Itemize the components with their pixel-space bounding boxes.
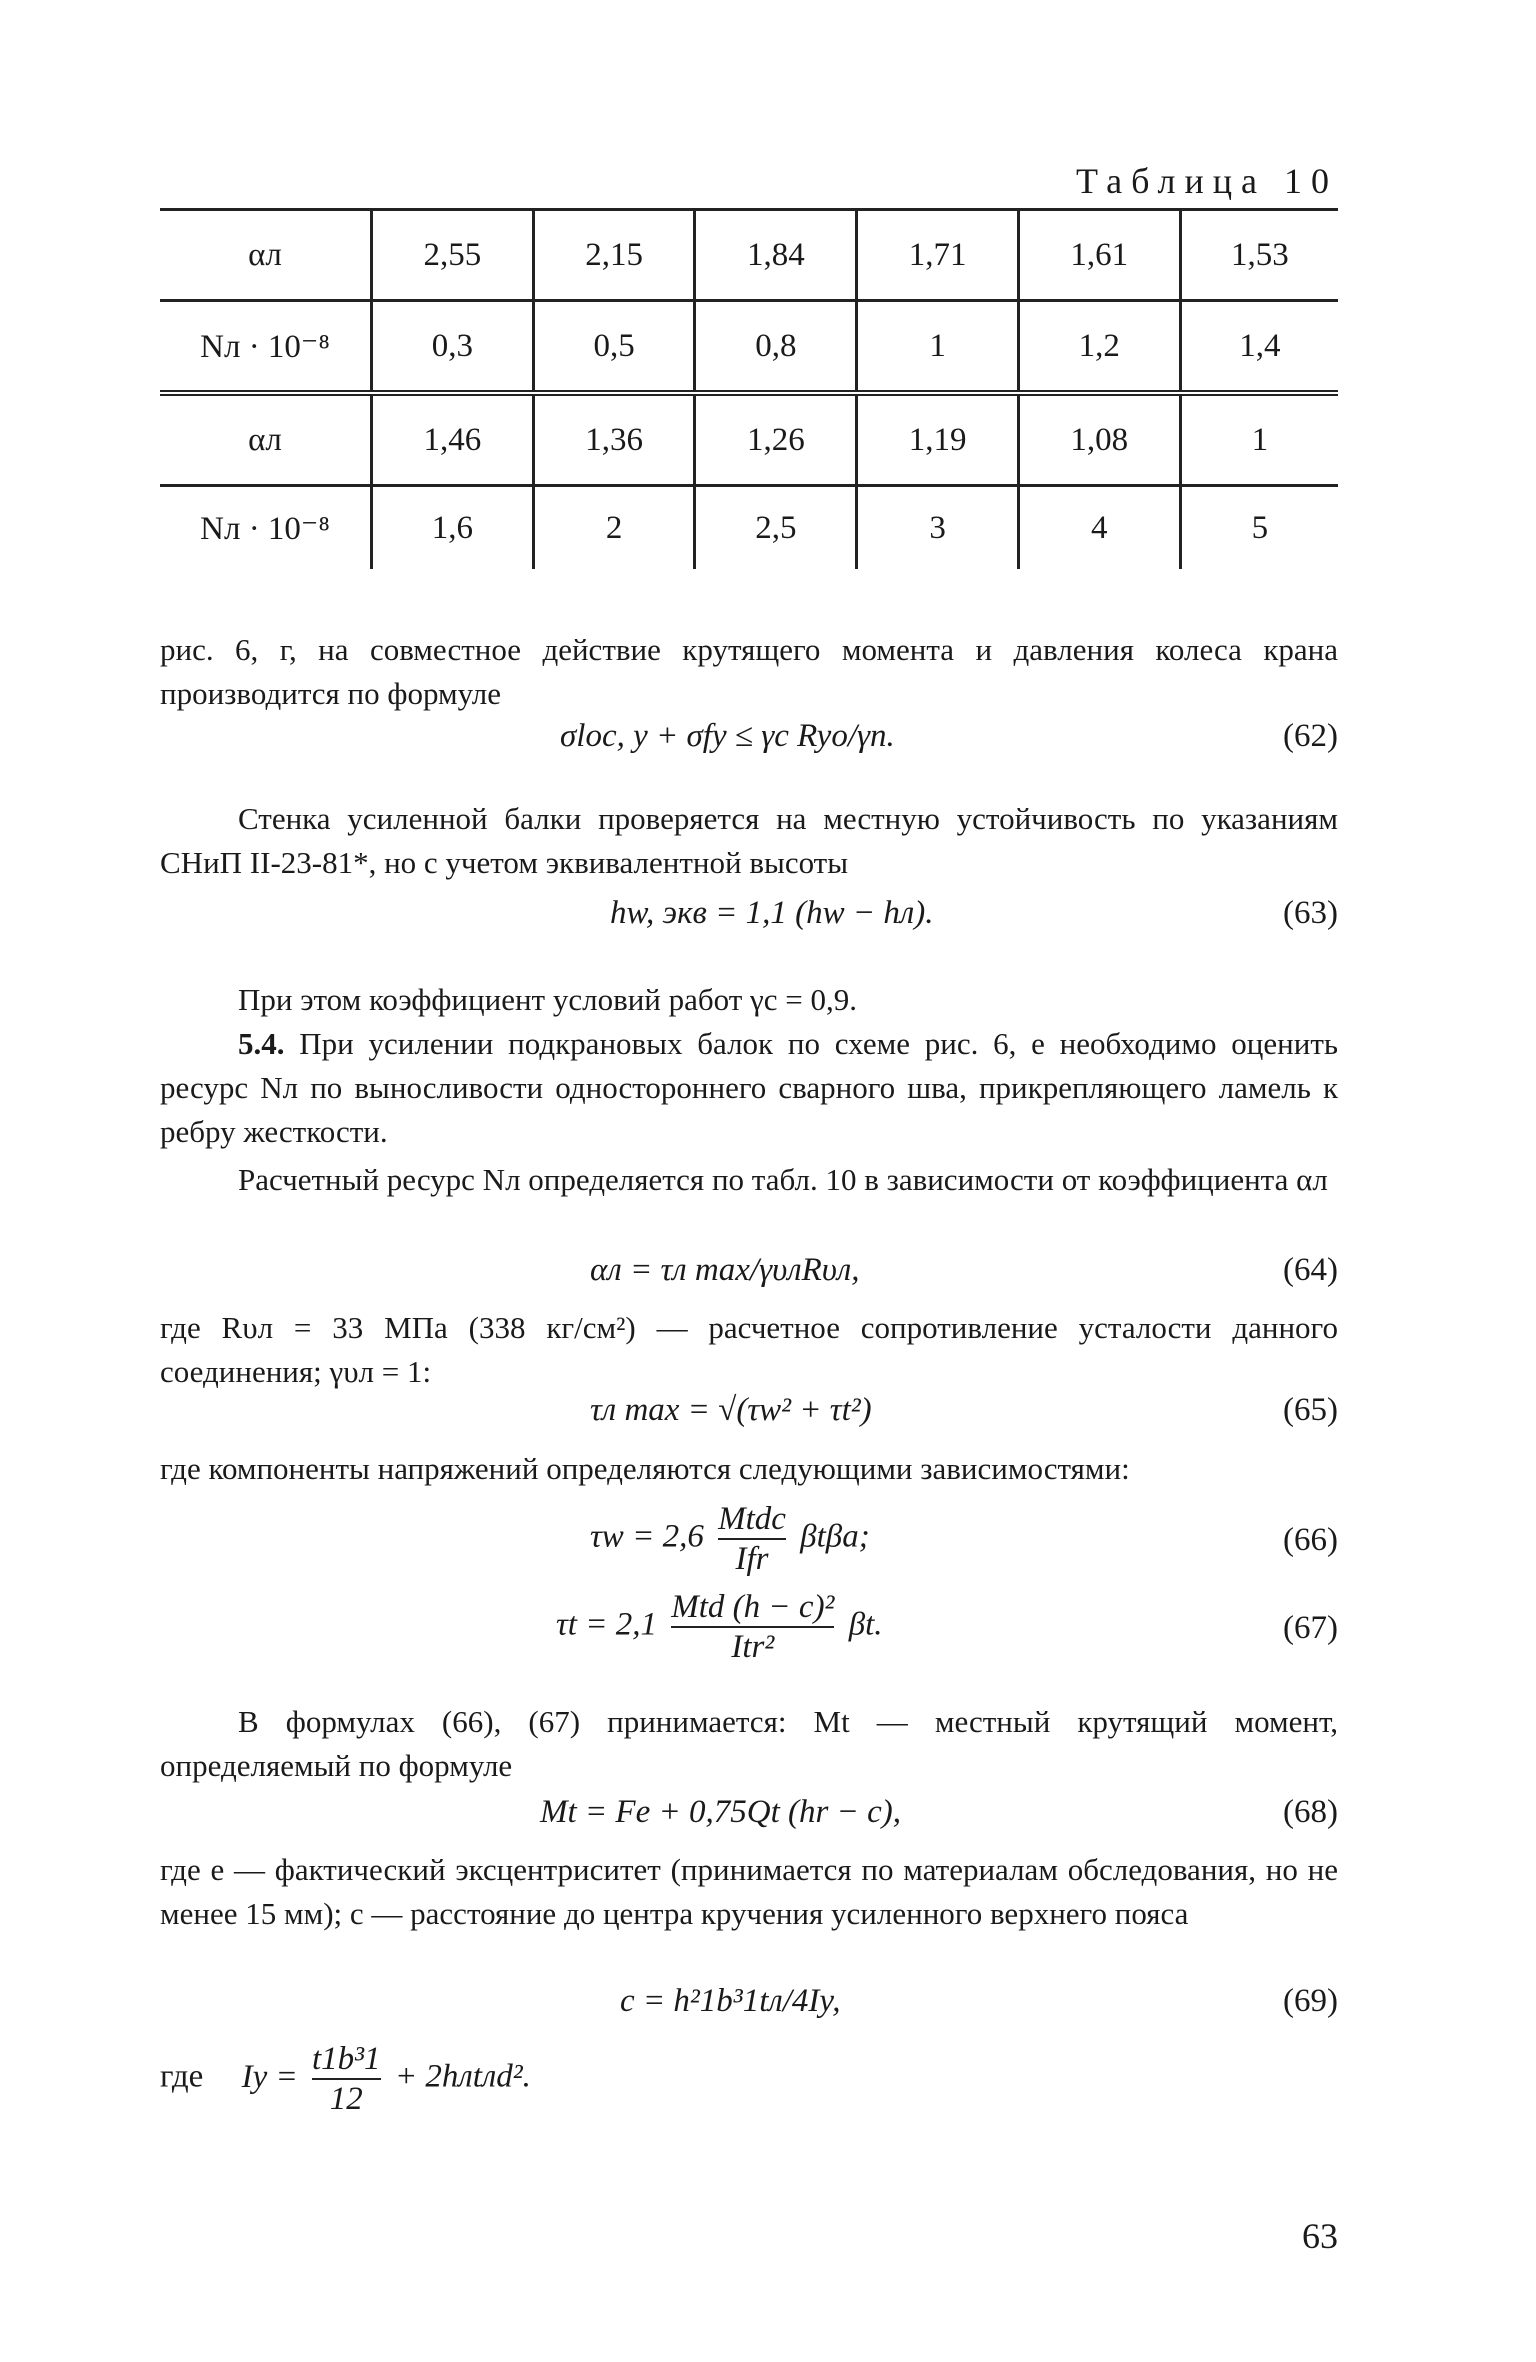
formula-65-number: (65): [1283, 1392, 1338, 1428]
formula-69-number: (69): [1283, 1983, 1338, 2019]
formula-iy-numerator: t1b³1: [312, 2041, 381, 2077]
table-cell: 1,71: [857, 210, 1019, 301]
section-number: 5.4.: [238, 1026, 285, 1061]
table-cell: 0,8: [695, 301, 857, 394]
paragraph-9: где e — фактический эксцентриситет (принимается по материалам обследования, но не менее 15 мм); c — расстояние до центра кручения усиленного верхнего пояса: [160, 1852, 1338, 1931]
row-label: αл: [160, 393, 372, 486]
table-cell: 1,61: [1018, 210, 1180, 301]
table-cell: 1,53: [1180, 210, 1338, 301]
formula-67-denominator: Itr²: [671, 1626, 834, 1666]
formula-66: [590, 1500, 870, 1578]
formula-iy-denominator: 12: [312, 2078, 381, 2118]
table-cell: 2,5: [695, 486, 857, 570]
formula-62: σloc, y + σfy ≤ γc Ryo/γn.: [560, 718, 895, 754]
table-cell: 1,84: [695, 210, 857, 301]
formula-65-rhs: √(τw² + τt²): [718, 1392, 872, 1428]
formula-67-fraction: [671, 1588, 834, 1666]
formula-iy-lead: где: [160, 2058, 204, 2095]
formula-67-tail: βt.: [848, 1606, 883, 1643]
formula-63: hw, экв = 1,1 (hw − hл).: [610, 895, 934, 931]
formula-66-fraction: [718, 1500, 786, 1578]
paragraph-4-text: При усилении подкрановых балок по схеме рис. 6, е необходимо оценить ресурс Nл по выносливости одностороннего сварного шва, прикрепляющего ламель к ребру жесткости.: [160, 1026, 1339, 1149]
formula-66-tail: βtβa;: [800, 1518, 870, 1555]
formula-65-lhs: τл max =: [590, 1392, 710, 1428]
formula-67: [556, 1588, 883, 1666]
table-cell: 5: [1180, 486, 1338, 570]
formula-iy-tail: + 2hлtлd².: [394, 2058, 531, 2095]
paragraph-4: [160, 1022, 1338, 1154]
table-cell: 1,08: [1018, 393, 1180, 486]
table-cell: 2,55: [372, 210, 534, 301]
formula-iy: [160, 2040, 531, 2118]
table-row: [160, 210, 1338, 301]
formula-66-numerator: Mtdc: [718, 1501, 786, 1537]
formula-62-number: (62): [1283, 718, 1338, 754]
formula-68: Mt = Fe + 0,75Qt (hr − c),: [540, 1794, 901, 1830]
table-cell: 1,26: [695, 393, 857, 486]
table-cell: 1,4: [1180, 301, 1338, 394]
table-cell: 1,36: [533, 393, 695, 486]
formula-iy-fraction: [312, 2040, 381, 2118]
formula-66-denominator: Ifr: [718, 1538, 786, 1578]
formula-66-lhs: τw = 2,6: [590, 1518, 704, 1555]
table-cell: 1: [1180, 393, 1338, 486]
paragraph-5: Расчетный ресурс Nл определяется по табл. 10 в зависимости от коэффициента αл: [238, 1162, 1328, 1197]
table-row: [160, 486, 1338, 570]
paragraph-8: В формулах (66), (67) принимается: Mt — местный крутящий момент, определяемый по формуле: [160, 1704, 1338, 1783]
formula-65: [590, 1392, 872, 1429]
table-cell: 4: [1018, 486, 1180, 570]
paragraph-3: При этом коэффициент условий работ γc = 0,9.: [238, 982, 858, 1017]
table-cell: 2: [533, 486, 695, 570]
table-cell: 1,19: [857, 393, 1019, 486]
table-cell: 1,6: [372, 486, 534, 570]
table-cell: 1,46: [372, 393, 534, 486]
formula-64-number: (64): [1283, 1252, 1338, 1288]
table-cell: 1,2: [1018, 301, 1180, 394]
paragraph-2: Стенка усиленной балки проверяется на местную устойчивость по указаниям СНиП II-23-81*, но с учетом эквивалентной высоты: [160, 801, 1338, 880]
paragraph-6: где Rυл = 33 МПа (338 кг/см²) — расчетное сопротивление усталости данного соединения; γυл = 1:: [160, 1310, 1338, 1389]
formula-63-number: (63): [1283, 895, 1338, 931]
formula-64: αл = τл max/γυлRυл,: [590, 1252, 860, 1288]
table-caption: Таблица 10: [1076, 161, 1338, 201]
row-label: Nл · 10⁻⁸: [160, 301, 372, 394]
table-cell: 1: [857, 301, 1019, 394]
formula-iy-lhs: Iy =: [241, 2058, 298, 2095]
formula-67-number: (67): [1283, 1610, 1338, 1646]
table-row: [160, 393, 1338, 486]
page-number: 63: [1302, 2216, 1338, 2256]
paragraph-7: где компоненты напряжений определяются следующими зависимостями:: [160, 1451, 1130, 1486]
formula-67-lhs: τt = 2,1: [556, 1606, 657, 1643]
table-cell: 2,15: [533, 210, 695, 301]
row-label: αл: [160, 210, 372, 301]
table-row: [160, 301, 1338, 394]
resource-table: [160, 208, 1338, 569]
table-cell: 0,5: [533, 301, 695, 394]
table-cell: 3: [857, 486, 1019, 570]
formula-68-number: (68): [1283, 1794, 1338, 1830]
formula-69: c = h²1b³1tл/4Iy,: [620, 1983, 841, 2019]
formula-66-number: (66): [1283, 1522, 1338, 1558]
paragraph-1: рис. 6, г, на совместное действие крутящего момента и давления колеса крана производится по формуле: [160, 632, 1338, 711]
row-label: Nл · 10⁻⁸: [200, 511, 330, 547]
table-cell: 0,3: [372, 301, 534, 394]
formula-67-numerator: Mtd (h − c)²: [671, 1589, 835, 1625]
